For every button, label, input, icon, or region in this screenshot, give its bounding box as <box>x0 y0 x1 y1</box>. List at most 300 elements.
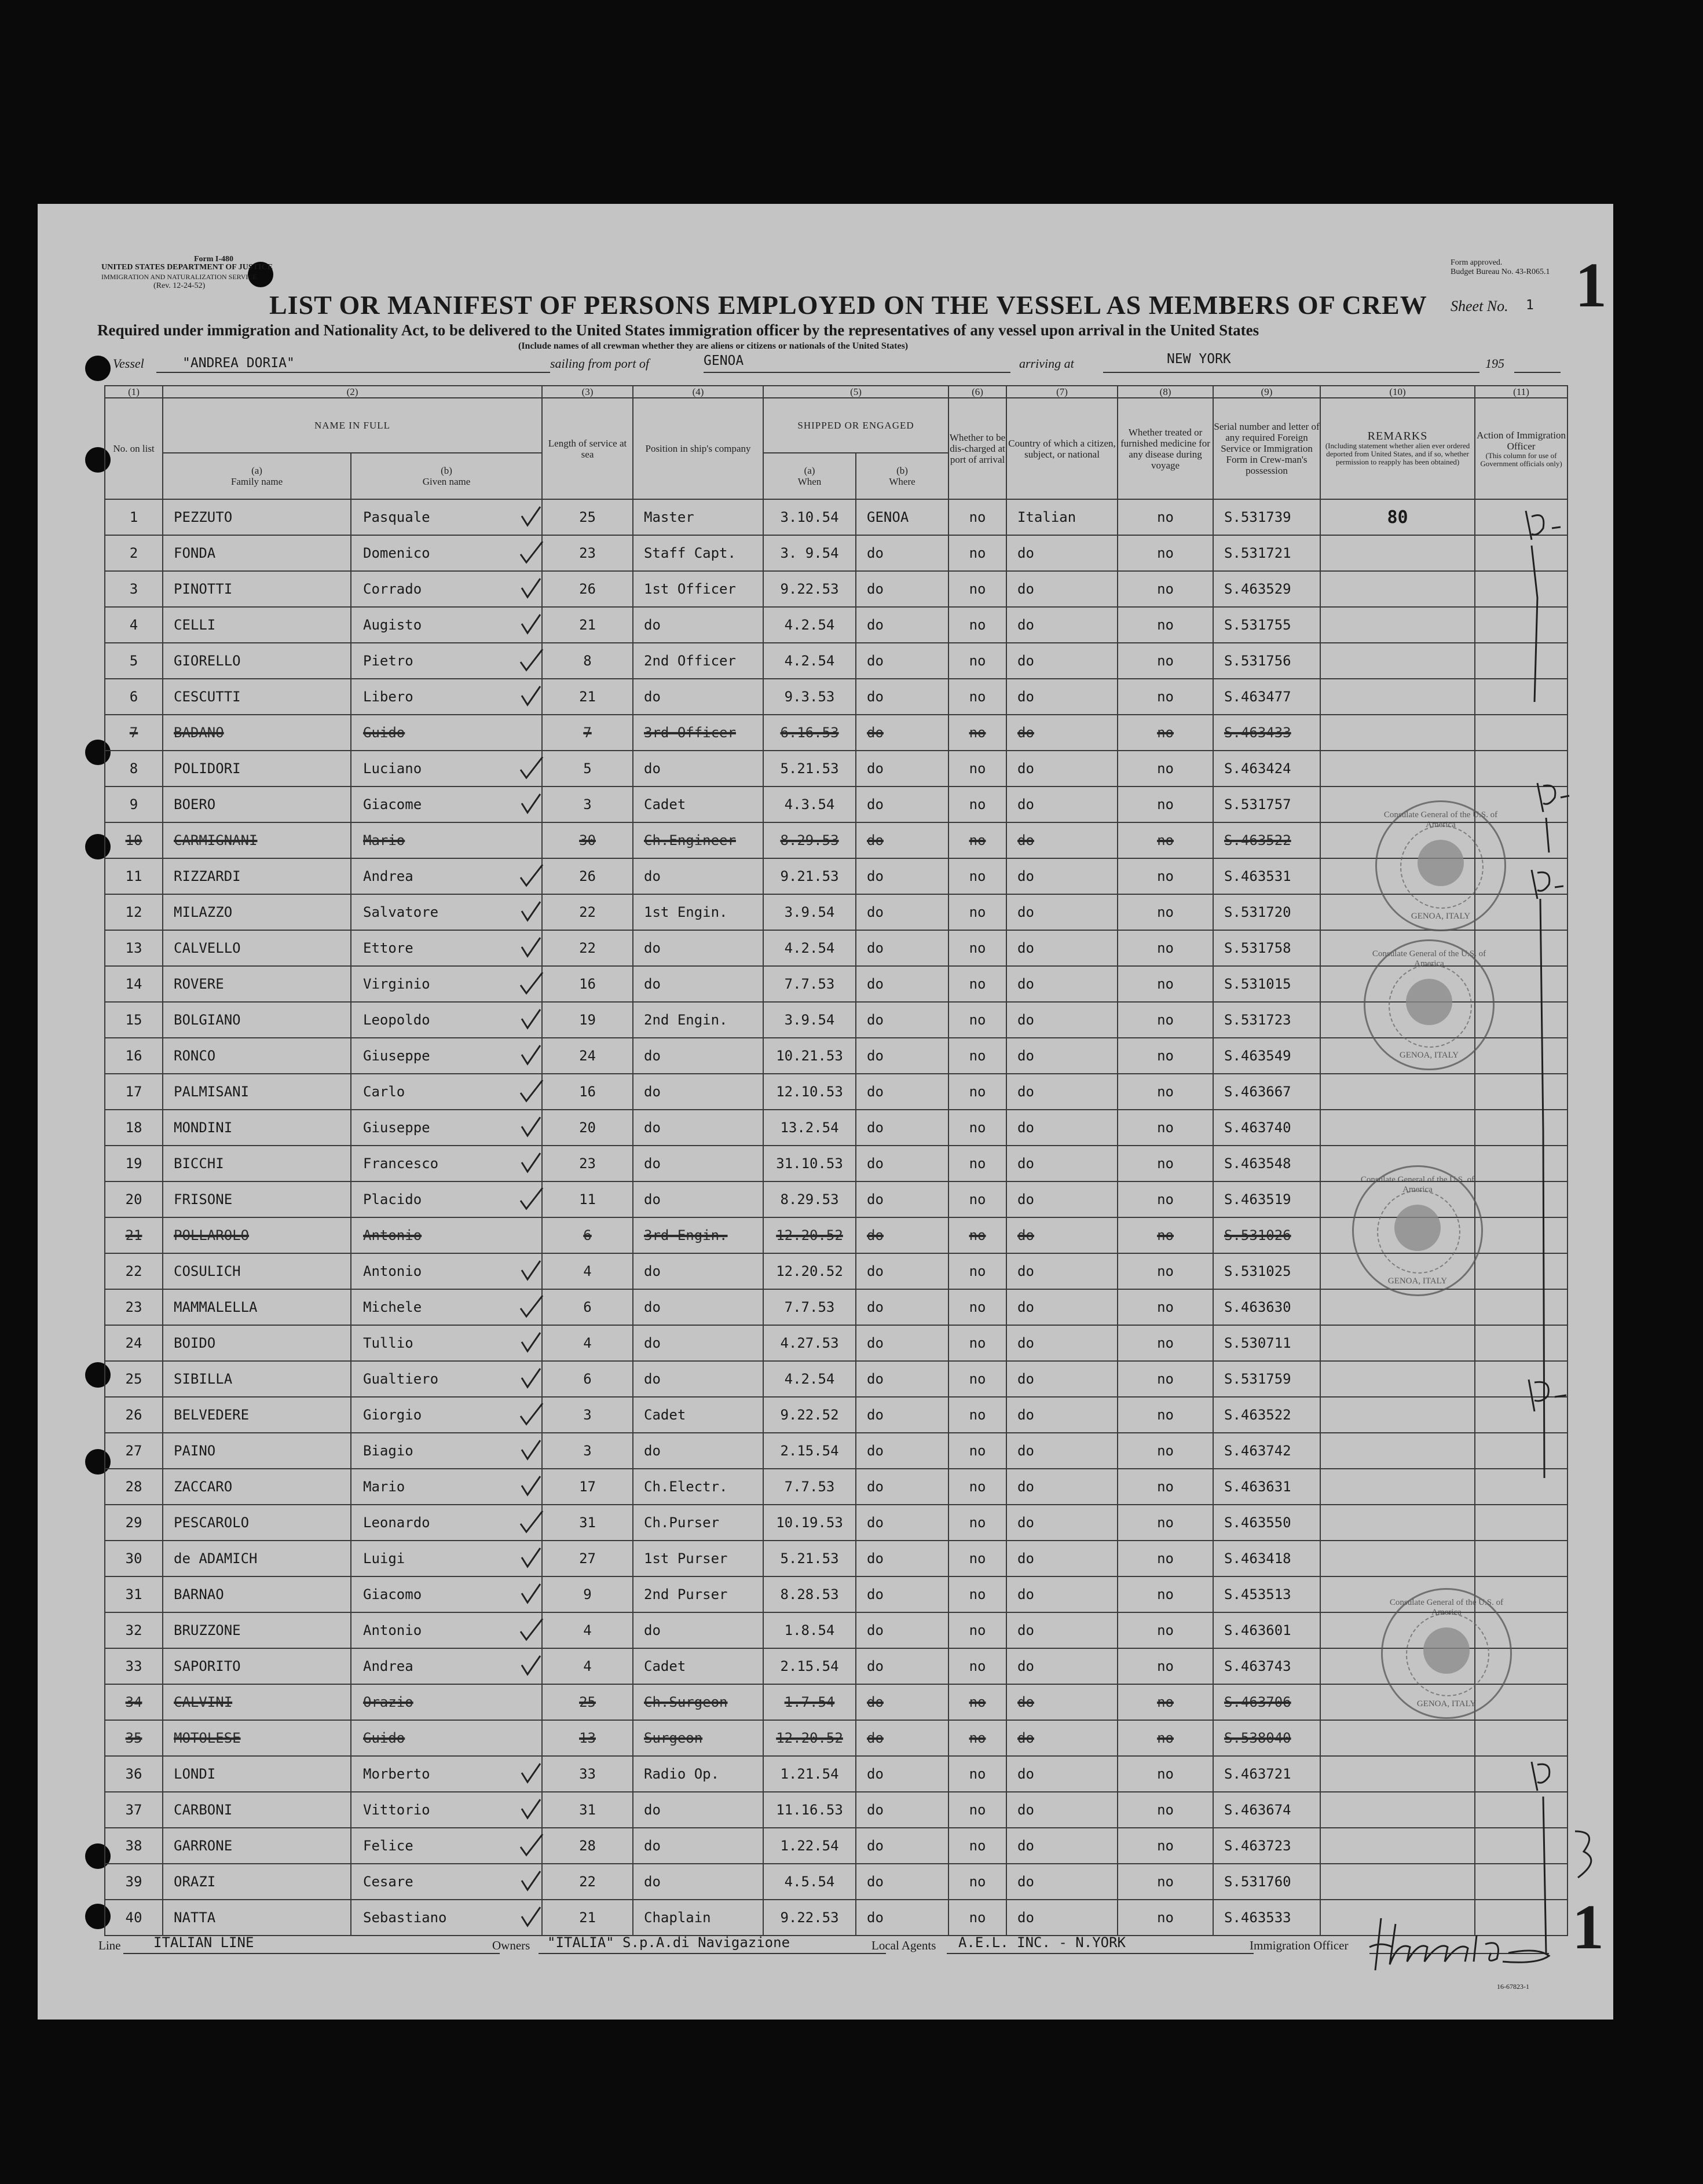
owners-value: "ITALIA" S.p.A.di Navigazione <box>547 1934 790 1951</box>
family-name: MONDINI <box>163 1110 351 1146</box>
family-name: MOTOLESE <box>163 1720 351 1756</box>
crew-row <box>105 1146 1568 1181</box>
row-number: 20 <box>105 1181 163 1217</box>
discharged-header: Whether to be dis-charged at port of arrival <box>948 398 1006 499</box>
family-name: POLLAROLO <box>163 1217 351 1253</box>
engaged-where: do <box>856 822 948 858</box>
remarks <box>1320 607 1475 643</box>
position: do <box>633 1074 763 1110</box>
given-name: Tullio <box>351 1325 542 1361</box>
engaged-when: 9.22.53 <box>763 571 856 607</box>
position: do <box>633 679 763 715</box>
row-number: 27 <box>105 1433 163 1469</box>
position: do <box>633 1181 763 1217</box>
country: do <box>1006 571 1118 607</box>
medicine: no <box>1118 1002 1213 1038</box>
country: do <box>1006 1397 1118 1433</box>
check-mark-icon <box>517 1078 546 1104</box>
given-name: Orazio <box>351 1684 542 1720</box>
given-name: Antonio <box>351 1217 542 1253</box>
agency-line-2: IMMIGRATION AND NATURALIZATION SERVICE <box>101 273 257 281</box>
engaged-when: 4.5.54 <box>763 1864 856 1900</box>
discharged: no <box>948 1289 1006 1325</box>
serial-number: S.463630 <box>1213 1289 1320 1325</box>
serial-number: S.531758 <box>1213 930 1320 966</box>
discharged: no <box>948 786 1006 822</box>
engaged-when: 4.3.54 <box>763 786 856 822</box>
country-header: Country of which a citizen, subject, or national <box>1006 398 1118 499</box>
crew-row <box>105 1038 1568 1074</box>
vessel-label: Vessel <box>113 356 144 371</box>
country: do <box>1006 786 1118 822</box>
subtitle: Required under immigration and Nationality Act, to be delivered to the United States immigration officer by the representatives of any vessel upon arrival in the United States <box>97 321 1259 339</box>
row-number: 36 <box>105 1756 163 1792</box>
discharged: no <box>948 499 1006 535</box>
medicine: no <box>1118 1612 1213 1648</box>
discharged: no <box>948 715 1006 751</box>
serial-number: S.453513 <box>1213 1576 1320 1612</box>
engaged-where: do <box>856 1541 948 1576</box>
engaged-where: do <box>856 1828 948 1864</box>
family-name: FRISONE <box>163 1181 351 1217</box>
given-name: Giacome <box>351 786 542 822</box>
family-name: LONDI <box>163 1756 351 1792</box>
given-name: Vittorio <box>351 1792 542 1828</box>
engaged-where: do <box>856 1469 948 1505</box>
engaged-where: do <box>856 1074 948 1110</box>
check-mark-icon <box>517 791 546 817</box>
serial-number: S.463533 <box>1213 1900 1320 1936</box>
length-of-service: 6 <box>542 1289 633 1325</box>
length-of-service: 27 <box>542 1541 633 1576</box>
length-of-service: 22 <box>542 930 633 966</box>
country: do <box>1006 894 1118 930</box>
serial-number: S.531720 <box>1213 894 1320 930</box>
crew-row <box>105 1612 1568 1648</box>
check-mark-icon <box>517 1473 546 1499</box>
remarks <box>1320 751 1475 786</box>
position: Ch.Surgeon <box>633 1684 763 1720</box>
col-num-9: (9) <box>1213 386 1320 398</box>
country: do <box>1006 1361 1118 1397</box>
length-of-service: 19 <box>542 1002 633 1038</box>
engaged-when: 12.20.52 <box>763 1253 856 1289</box>
engaged-when: 4.27.53 <box>763 1325 856 1361</box>
length-of-service: 24 <box>542 1038 633 1074</box>
row-number: 19 <box>105 1146 163 1181</box>
no-on-list-header: No. on list <box>105 398 163 499</box>
family-name: SAPORITO <box>163 1648 351 1684</box>
row-number: 22 <box>105 1253 163 1289</box>
col-num-6: (6) <box>948 386 1006 398</box>
crew-row <box>105 1110 1568 1146</box>
check-mark-icon <box>517 1545 546 1571</box>
row-number: 11 <box>105 858 163 894</box>
engaged-when: 8.29.53 <box>763 822 856 858</box>
remarks-header <box>1320 398 1475 499</box>
family-name: BRUZZONE <box>163 1612 351 1648</box>
position: Cadet <box>633 786 763 822</box>
length-of-service: 5 <box>542 751 633 786</box>
discharged: no <box>948 1253 1006 1289</box>
engaged-when: 6.16.53 <box>763 715 856 751</box>
year-label: 195 <box>1485 356 1504 371</box>
crew-row <box>105 1828 1568 1864</box>
punch-hole <box>85 356 111 381</box>
serial-number: S.531026 <box>1213 1217 1320 1253</box>
col-num-11: (11) <box>1475 386 1568 398</box>
length-of-service: 3 <box>542 786 633 822</box>
medicine: no <box>1118 1648 1213 1684</box>
manifest-sheet <box>38 204 1613 2020</box>
medicine: no <box>1118 1217 1213 1253</box>
position: Chaplain <box>633 1900 763 1936</box>
family-name: RONCO <box>163 1038 351 1074</box>
line-label: Line <box>98 1938 121 1952</box>
engaged-where: do <box>856 1900 948 1936</box>
check-mark-icon <box>517 898 546 925</box>
agents-value: A.E.L. INC. - N.YORK <box>958 1934 1126 1951</box>
engaged-where: do <box>856 643 948 679</box>
col-num-7: (7) <box>1006 386 1118 398</box>
discharged: no <box>948 1505 1006 1541</box>
engaged-when: 1.21.54 <box>763 1756 856 1792</box>
crew-row <box>105 1792 1568 1828</box>
remarks <box>1320 1469 1475 1505</box>
col-num-5: (5) <box>763 386 948 398</box>
engaged-when: 1.22.54 <box>763 1828 856 1864</box>
discharged: no <box>948 1684 1006 1720</box>
row-number: 34 <box>105 1684 163 1720</box>
given-name: Giacomo <box>351 1576 542 1612</box>
engaged-where: do <box>856 1146 948 1181</box>
row-number: 37 <box>105 1792 163 1828</box>
serial-number: S.463743 <box>1213 1648 1320 1684</box>
country: do <box>1006 607 1118 643</box>
sheet-big-number: 1 <box>1575 250 1607 320</box>
given-name: Ettore <box>351 930 542 966</box>
position: 1st Engin. <box>633 894 763 930</box>
row-number: 17 <box>105 1074 163 1110</box>
discharged: no <box>948 535 1006 571</box>
country: do <box>1006 966 1118 1002</box>
medicine: no <box>1118 1505 1213 1541</box>
remarks <box>1320 1361 1475 1397</box>
engaged-when: 10.19.53 <box>763 1505 856 1541</box>
medicine: no <box>1118 1325 1213 1361</box>
serial-number: S.463549 <box>1213 1038 1320 1074</box>
row-number: 2 <box>105 535 163 571</box>
discharged: no <box>948 643 1006 679</box>
serial-number: S.531723 <box>1213 1002 1320 1038</box>
family-name: BICCHI <box>163 1146 351 1181</box>
engaged-where: do <box>856 894 948 930</box>
page-title: LIST OR MANIFEST OF PERSONS EMPLOYED ON THE VESSEL AS MEMBERS OF CREW <box>269 290 1427 320</box>
discharged: no <box>948 822 1006 858</box>
position: do <box>633 1146 763 1181</box>
form-approved: Form approved. <box>1451 258 1503 267</box>
row-number: 40 <box>105 1900 163 1936</box>
remarks <box>1320 1864 1475 1900</box>
engaged-where: do <box>856 1002 948 1038</box>
check-mark-icon <box>517 1616 546 1643</box>
budget-bureau: Budget Bureau No. 43-R065.1 <box>1451 268 1550 276</box>
position: Ch.Purser <box>633 1505 763 1541</box>
country: do <box>1006 1289 1118 1325</box>
country: do <box>1006 1038 1118 1074</box>
country: do <box>1006 1253 1118 1289</box>
engaged-when: 3.9.54 <box>763 894 856 930</box>
row-number: 10 <box>105 822 163 858</box>
remarks <box>1320 535 1475 571</box>
medicine: no <box>1118 607 1213 643</box>
country: do <box>1006 1146 1118 1181</box>
discharged: no <box>948 1612 1006 1648</box>
crew-row <box>105 1576 1568 1612</box>
position: Cadet <box>633 1397 763 1433</box>
discharged: no <box>948 1038 1006 1074</box>
position: Ch.Electr. <box>633 1469 763 1505</box>
family-name: ORAZI <box>163 1864 351 1900</box>
serial-number: S.463531 <box>1213 858 1320 894</box>
crew-row <box>105 751 1568 786</box>
engaged-when: 31.10.53 <box>763 1146 856 1181</box>
handwritten-marks <box>1520 493 1613 1999</box>
country: do <box>1006 715 1118 751</box>
check-mark-icon <box>517 1186 546 1212</box>
engaged-where: do <box>856 786 948 822</box>
row-number: 31 <box>105 1576 163 1612</box>
given-name: Virginio <box>351 966 542 1002</box>
crew-row <box>105 715 1568 751</box>
position: do <box>633 930 763 966</box>
medicine: no <box>1118 930 1213 966</box>
length-of-service: 16 <box>542 966 633 1002</box>
country: do <box>1006 1648 1118 1684</box>
crew-row <box>105 1397 1568 1433</box>
position: Staff Capt. <box>633 535 763 571</box>
row-number: 3 <box>105 571 163 607</box>
crew-row <box>105 1684 1568 1720</box>
position: do <box>633 1325 763 1361</box>
length-of-service: 4 <box>542 1648 633 1684</box>
family-name: CALVELLO <box>163 930 351 966</box>
check-mark-icon <box>517 1437 546 1464</box>
length-of-service-header: Length of service at sea <box>542 398 633 499</box>
crew-row <box>105 1756 1568 1792</box>
family-name: PINOTTI <box>163 571 351 607</box>
remarks <box>1320 1756 1475 1792</box>
serial-number: S.531739 <box>1213 499 1320 535</box>
engaged-where: do <box>856 1576 948 1612</box>
given-name: Mario <box>351 1469 542 1505</box>
family-name: SIBILLA <box>163 1361 351 1397</box>
subtitle-note: (Include names of all crewman whether they are aliens or citizens or nationals of the United States) <box>518 341 909 351</box>
action-header <box>1475 398 1568 499</box>
serial-number: S.463740 <box>1213 1110 1320 1146</box>
family-name: BOIDO <box>163 1325 351 1361</box>
crew-row <box>105 679 1568 715</box>
length-of-service: 20 <box>542 1110 633 1146</box>
row-number: 14 <box>105 966 163 1002</box>
engaged-where: do <box>856 930 948 966</box>
medicine: no <box>1118 966 1213 1002</box>
given-name: Antonio <box>351 1253 542 1289</box>
serial-number: S.463477 <box>1213 679 1320 715</box>
family-name: GIORELLO <box>163 643 351 679</box>
engaged-where: GENOA <box>856 499 948 535</box>
country: do <box>1006 1541 1118 1576</box>
engaged-when: 12.10.53 <box>763 1074 856 1110</box>
country: do <box>1006 1433 1118 1469</box>
discharged: no <box>948 1433 1006 1469</box>
medicine-header: Whether treated or furnished medicine for any disease during voyage <box>1118 398 1213 499</box>
serial-number: S.463433 <box>1213 715 1320 751</box>
engaged-when: 9.22.52 <box>763 1397 856 1433</box>
check-mark-icon <box>517 1329 546 1356</box>
check-mark-icon <box>517 1760 546 1787</box>
medicine: no <box>1118 1828 1213 1864</box>
serial-number: S.463519 <box>1213 1181 1320 1217</box>
crew-row <box>105 1433 1568 1469</box>
engaged-when: 13.2.54 <box>763 1110 856 1146</box>
crew-row <box>105 499 1568 535</box>
crew-row <box>105 1541 1568 1576</box>
length-of-service: 16 <box>542 1074 633 1110</box>
crew-row <box>105 1181 1568 1217</box>
discharged: no <box>948 1900 1006 1936</box>
engaged-where: do <box>856 1612 948 1648</box>
position: do <box>633 1612 763 1648</box>
family-name: BOLGIANO <box>163 1002 351 1038</box>
medicine: no <box>1118 679 1213 715</box>
remarks <box>1320 1289 1475 1325</box>
position: do <box>633 1289 763 1325</box>
medicine: no <box>1118 1792 1213 1828</box>
check-mark-icon <box>517 1868 546 1894</box>
remarks <box>1320 1074 1475 1110</box>
position: do <box>633 1038 763 1074</box>
position: do <box>633 966 763 1002</box>
crew-row <box>105 1002 1568 1038</box>
remarks: 80 <box>1320 499 1475 535</box>
check-mark-icon <box>517 1581 546 1607</box>
family-name: POLIDORI <box>163 751 351 786</box>
form-number: Form I-480 <box>194 255 234 264</box>
family-name: de ADAMICH <box>163 1541 351 1576</box>
serial-number: S.463548 <box>1213 1146 1320 1181</box>
serial-number: S.463529 <box>1213 571 1320 607</box>
length-of-service: 6 <box>542 1361 633 1397</box>
length-of-service: 4 <box>542 1612 633 1648</box>
family-name: CESCUTTI <box>163 679 351 715</box>
medicine: no <box>1118 1146 1213 1181</box>
serial-number: S.531759 <box>1213 1361 1320 1397</box>
row-number: 1 <box>105 499 163 535</box>
remarks <box>1320 715 1475 751</box>
length-of-service: 13 <box>542 1720 633 1756</box>
country: do <box>1006 1002 1118 1038</box>
length-of-service: 30 <box>542 822 633 858</box>
row-number: 33 <box>105 1648 163 1684</box>
length-of-service: 25 <box>542 1684 633 1720</box>
remarks-title: REMARKS <box>1367 430 1428 442</box>
discharged: no <box>948 1648 1006 1684</box>
given-name: Pasquale <box>351 499 542 535</box>
family-name: BARNAO <box>163 1576 351 1612</box>
medicine: no <box>1118 1253 1213 1289</box>
check-mark-icon <box>517 1652 546 1679</box>
given-name: Guido <box>351 1720 542 1756</box>
position: do <box>633 1828 763 1864</box>
crew-row <box>105 1900 1568 1936</box>
check-mark-icon <box>517 1365 546 1392</box>
row-number: 13 <box>105 930 163 966</box>
given-name: Luigi <box>351 1541 542 1576</box>
engaged-where: do <box>856 571 948 607</box>
discharged: no <box>948 1397 1006 1433</box>
medicine: no <box>1118 1110 1213 1146</box>
discharged: no <box>948 894 1006 930</box>
crew-row <box>105 786 1568 822</box>
country: do <box>1006 535 1118 571</box>
medicine: no <box>1118 786 1213 822</box>
family-name: FONDA <box>163 535 351 571</box>
engaged-when: 7.7.53 <box>763 966 856 1002</box>
length-of-service: 31 <box>542 1792 633 1828</box>
length-of-service: 21 <box>542 679 633 715</box>
discharged: no <box>948 1792 1006 1828</box>
serial-number: S.531756 <box>1213 643 1320 679</box>
engaged-when: 4.2.54 <box>763 930 856 966</box>
where-header: (b) Where <box>856 453 948 499</box>
serial-number: S.538040 <box>1213 1720 1320 1756</box>
position: do <box>633 1253 763 1289</box>
length-of-service: 33 <box>542 1756 633 1792</box>
serial-number: S.463742 <box>1213 1433 1320 1469</box>
remarks <box>1320 1792 1475 1828</box>
medicine: no <box>1118 571 1213 607</box>
family-name: MILAZZO <box>163 894 351 930</box>
crew-row <box>105 535 1568 571</box>
medicine: no <box>1118 1361 1213 1397</box>
check-mark-icon <box>517 1042 546 1069</box>
crew-row <box>105 1469 1568 1505</box>
discharged: no <box>948 1110 1006 1146</box>
discharged: no <box>948 1361 1006 1397</box>
agents-label: Local Agents <box>871 1938 936 1952</box>
country: do <box>1006 1900 1118 1936</box>
engaged-when: 3. 9.54 <box>763 535 856 571</box>
given-name: Giuseppe <box>351 1110 542 1146</box>
position: do <box>633 1361 763 1397</box>
remarks <box>1320 1397 1475 1433</box>
remarks <box>1320 1110 1475 1146</box>
family-name-header: (a) Family name <box>163 453 351 499</box>
country: do <box>1006 1576 1118 1612</box>
row-number: 32 <box>105 1612 163 1648</box>
serial-number: S.463723 <box>1213 1828 1320 1864</box>
engaged-where: do <box>856 1433 948 1469</box>
check-mark-icon <box>517 862 546 889</box>
position: 1st Officer <box>633 571 763 607</box>
col-num-3: (3) <box>542 386 633 398</box>
given-name: Andrea <box>351 1648 542 1684</box>
consulate-stamp: Consulate General of the U.S. of America GENOA, ITALY <box>1375 800 1506 931</box>
discharged: no <box>948 858 1006 894</box>
engaged-when: 12.20.52 <box>763 1217 856 1253</box>
family-name: PAINO <box>163 1433 351 1469</box>
